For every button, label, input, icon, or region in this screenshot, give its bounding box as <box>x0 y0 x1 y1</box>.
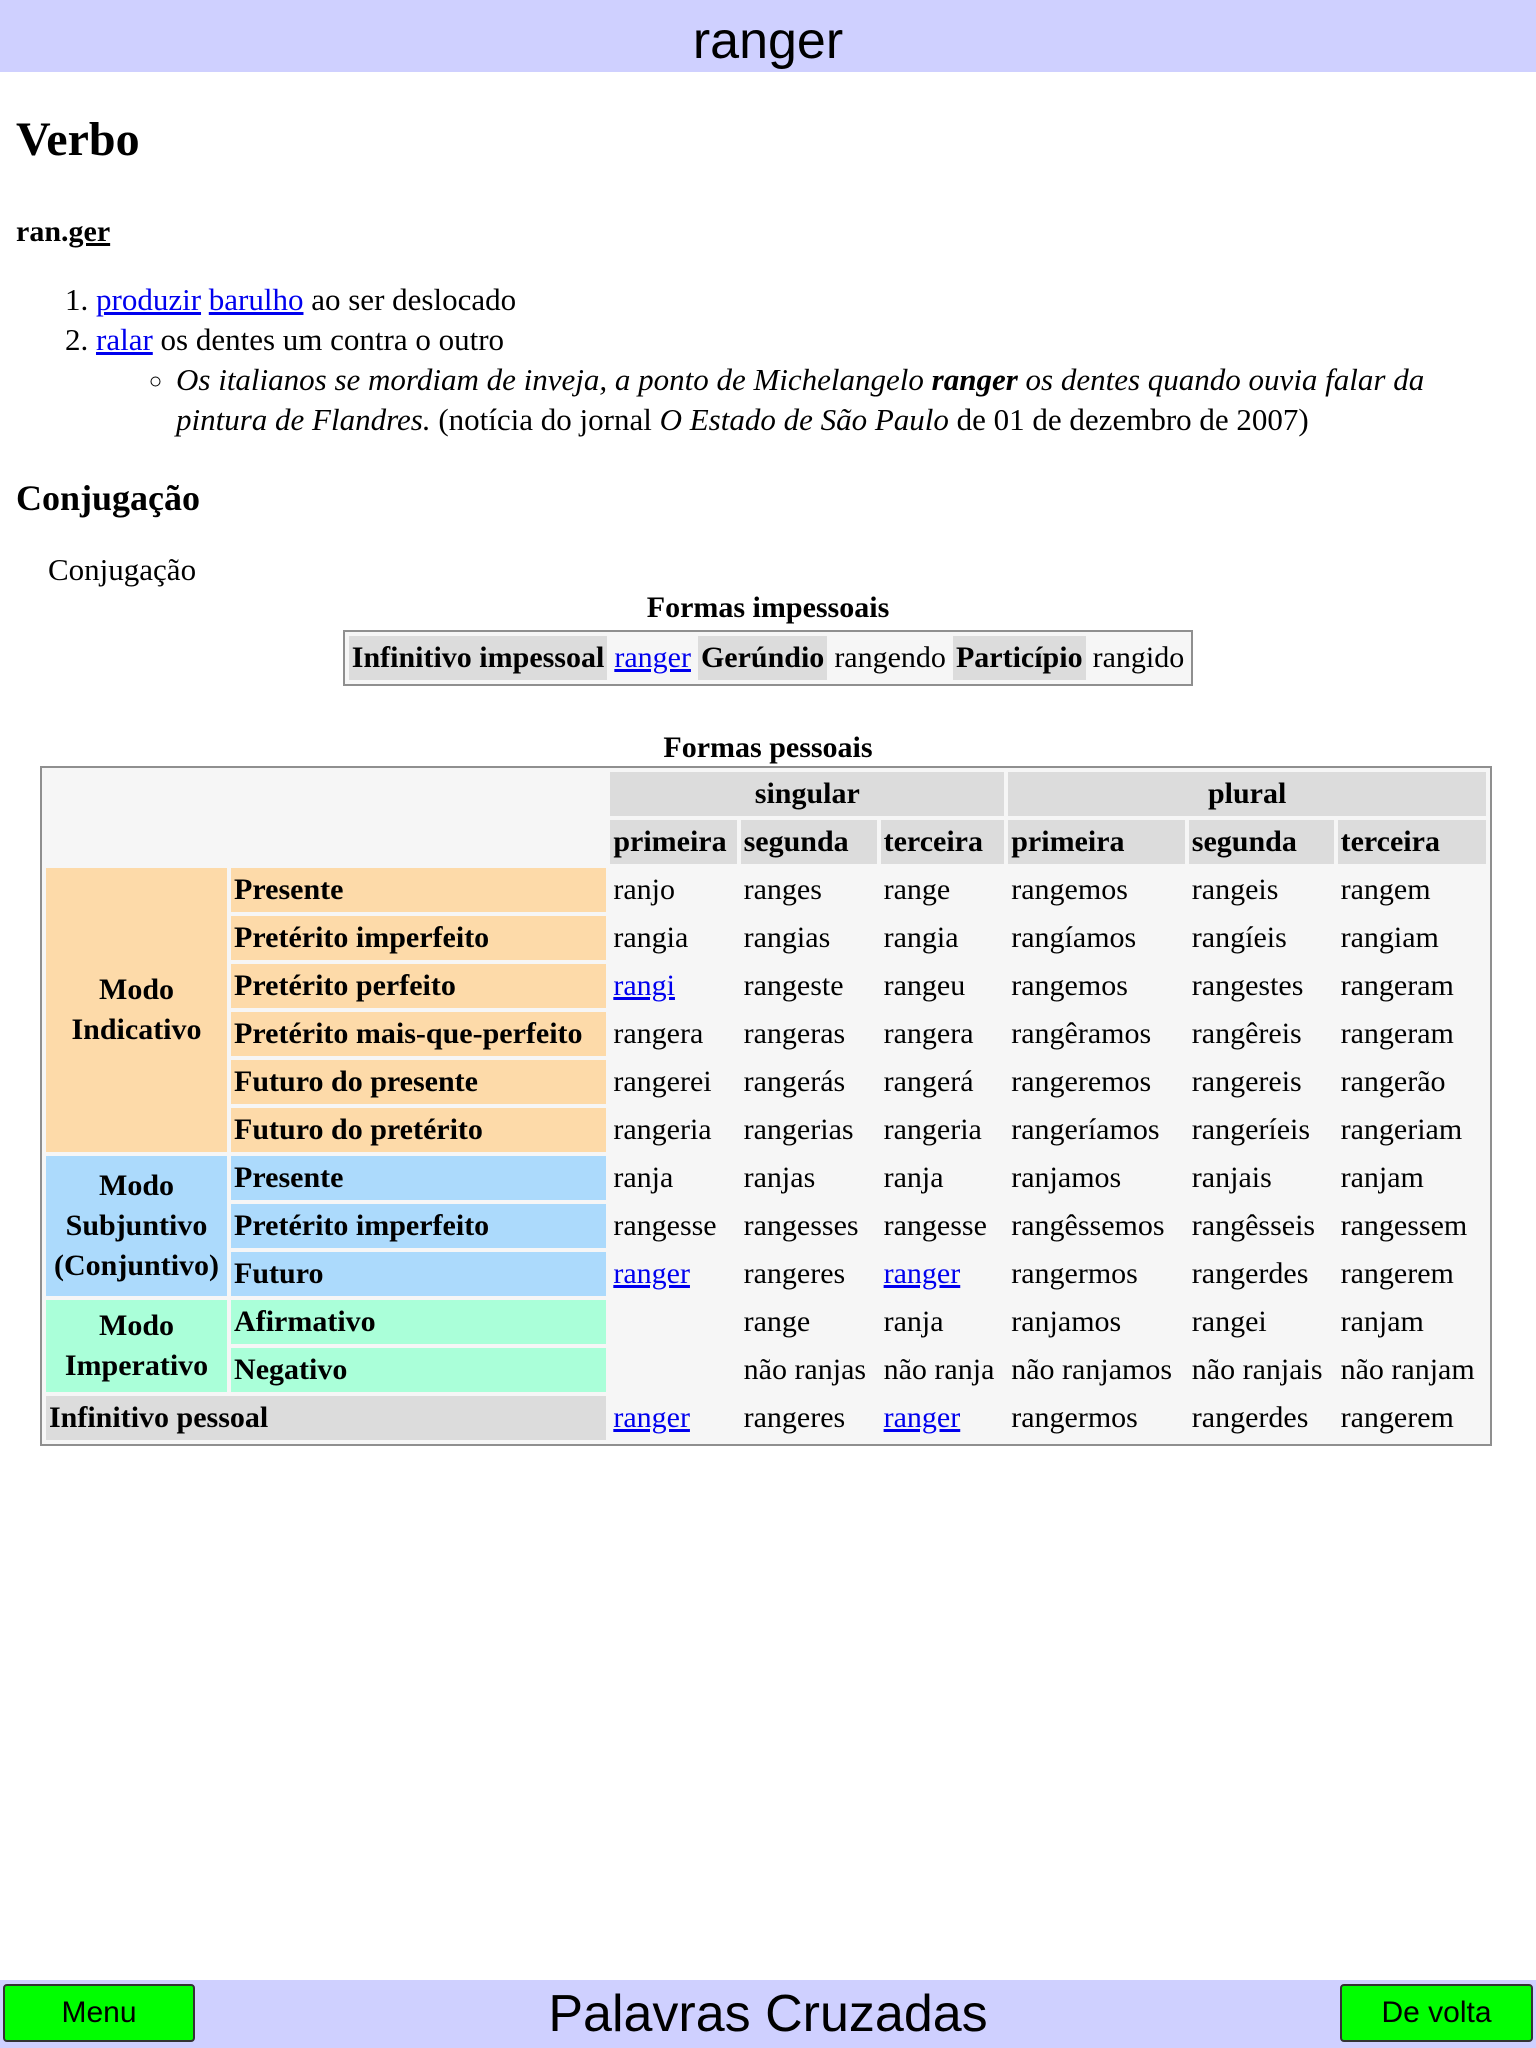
definition-item <box>96 280 1520 320</box>
table-row <box>46 1252 1486 1296</box>
tense-label: Futuro do pretérito <box>231 1108 606 1152</box>
form-cell: rangeremos <box>1011 1065 1152 1098</box>
example-source: (notícia do jornal <box>430 402 660 437</box>
mode-label: (Conjuntivo) <box>54 1249 220 1282</box>
form-cell: não ranjam <box>1340 1353 1475 1386</box>
form-link-ranger[interactable]: ranger <box>613 1401 690 1434</box>
form-cell: rangeste <box>743 969 844 1002</box>
form-cell: rangeis <box>1191 873 1279 906</box>
conjugation-label: Conjugação <box>48 552 197 587</box>
form-cell: ranjam <box>1340 1305 1424 1338</box>
page-title-bar <box>0 0 1536 72</box>
examples-list <box>96 360 1520 440</box>
form-cell: rangerem <box>1340 1257 1454 1290</box>
form-cell <box>610 1252 736 1296</box>
form-cell: ranjamos <box>1011 1161 1122 1194</box>
form-cell: ranja <box>883 1305 944 1338</box>
definitions-list <box>16 280 1520 440</box>
form-cell: rangia <box>613 921 689 954</box>
example-source: de 01 de dezembro de 2007) <box>948 402 1309 437</box>
form-cell: rangeras <box>743 1017 846 1050</box>
article-content <box>16 72 1520 1446</box>
link-produzir[interactable]: produzir <box>96 282 202 317</box>
form-cell: ranjo <box>613 873 675 906</box>
example-source-title: O Estado de São Paulo <box>659 402 949 437</box>
form-cell: rangeram <box>1340 969 1454 1002</box>
singular-header: singular <box>610 772 1004 816</box>
tense-label: Futuro do presente <box>231 1060 606 1104</box>
table-row <box>46 868 1486 912</box>
definition-text: os dentes um contra o outro <box>152 322 505 357</box>
tense-label: Pretérito imperfeito <box>231 916 606 960</box>
person-header: segunda <box>741 820 877 864</box>
form-cell: rangera <box>613 1017 704 1050</box>
personal-forms-caption: Formas pessoais <box>663 731 873 764</box>
person-header: terceira <box>1338 820 1486 864</box>
form-cell: rangeu <box>883 969 966 1002</box>
form-cell: range <box>743 1305 811 1338</box>
form-cell: não ranjais <box>1191 1353 1323 1386</box>
form-cell: não ranja <box>883 1353 995 1386</box>
bottom-bar <box>0 1980 1536 2048</box>
table-row <box>46 916 1486 960</box>
form-cell: rangia <box>883 921 959 954</box>
link-ralar[interactable]: ralar <box>96 322 153 357</box>
form-cell: rangêreis <box>1191 1017 1302 1050</box>
form-cell: rangesses <box>743 1209 859 1242</box>
form-cell: range <box>883 873 951 906</box>
mode-label: Modo <box>99 1169 175 1202</box>
mode-imperativo <box>46 1300 227 1392</box>
form-cell: rangêssemos <box>1011 1209 1165 1242</box>
form-cell <box>881 1252 1005 1296</box>
tense-label: Negativo <box>231 1348 606 1392</box>
conjugation-heading: Conjugação <box>16 478 201 518</box>
form-link-ranger[interactable]: ranger <box>883 1257 961 1290</box>
form-cell: não ranjamos <box>1011 1353 1173 1386</box>
form-cell: rangíamos <box>1011 921 1137 954</box>
form-cell <box>610 1396 736 1440</box>
form-cell: rangemos <box>1011 873 1128 906</box>
form-cell: rangeriam <box>1340 1113 1463 1146</box>
form-cell: rangesse <box>613 1209 717 1242</box>
form-cell: rangemos <box>1011 969 1128 1002</box>
gerund-value: rangendo <box>834 641 946 674</box>
table-row <box>46 1156 1486 1200</box>
form-cell: rangerão <box>1340 1065 1446 1098</box>
mode-label: Modo <box>99 1309 175 1342</box>
form-cell: rangeríamos <box>1011 1113 1160 1146</box>
back-button[interactable]: De volta <box>1340 1984 1533 2042</box>
part-of-speech-heading: Verbo <box>16 113 140 166</box>
definition-text: ao ser deslocado <box>303 282 517 317</box>
table-row <box>46 1012 1486 1056</box>
tense-label: Pretérito perfeito <box>231 964 606 1008</box>
example-text: Os italianos se mordiam de inveja, a ponto de Michelangelo <box>176 362 932 397</box>
form-cell: rangem <box>1340 873 1431 906</box>
person-header: primeira <box>610 820 736 864</box>
form-cell: rangesse <box>883 1209 987 1242</box>
impersonal-forms-caption: Formas impessoais <box>646 591 890 624</box>
mode-indicativo <box>46 868 227 1152</box>
form-cell: rangêsseis <box>1191 1209 1316 1242</box>
empty-corner <box>46 772 606 864</box>
form-cell: rangestes <box>1191 969 1304 1002</box>
infinitive-label: Infinitivo impessoal <box>349 636 608 680</box>
tense-label: Presente <box>231 868 606 912</box>
hyphenation-part-b-stressed: ger <box>68 215 111 248</box>
table-row <box>46 964 1486 1008</box>
form-cell: rangerias <box>743 1113 854 1146</box>
form-cell: ranges <box>743 873 822 906</box>
mode-subjuntivo <box>46 1156 227 1296</box>
form-cell <box>610 1348 736 1392</box>
form-cell: ranjas <box>743 1161 816 1194</box>
example-keyword: ranger <box>931 362 1018 397</box>
hyphenation <box>16 212 1520 252</box>
impersonal-forms-table <box>343 630 1193 686</box>
form-cell: rangei <box>1191 1305 1267 1338</box>
form-cell: ranja <box>613 1161 674 1194</box>
person-header: primeira <box>1008 820 1185 864</box>
mode-label: Imperativo <box>64 1349 209 1382</box>
personal-forms-table <box>40 766 1492 1446</box>
form-cell: rangermos <box>1011 1257 1138 1290</box>
form-cell: rangias <box>743 921 831 954</box>
person-header: terceira <box>881 820 1005 864</box>
form-cell: rangerei <box>613 1065 712 1098</box>
form-cell: ranja <box>883 1161 944 1194</box>
mode-label: Indicativo <box>71 1013 202 1046</box>
form-cell <box>881 1396 1005 1440</box>
infinitive-link[interactable]: ranger <box>614 641 691 674</box>
tense-label: Infinitivo pessoal <box>46 1396 606 1440</box>
form-cell: ranjamos <box>1011 1305 1122 1338</box>
form-cell: rangerdes <box>1191 1401 1309 1434</box>
tense-label: Presente <box>231 1156 606 1200</box>
table-row <box>46 1300 1486 1344</box>
form-link-rangi[interactable]: rangi <box>613 969 675 1002</box>
form-cell: rangeria <box>613 1113 712 1146</box>
example-text: os dentes quando ouvia falar da pintura de Flandres. <box>176 362 1425 437</box>
form-cell: rangêramos <box>1011 1017 1152 1050</box>
form-cell: rangíeis <box>1191 921 1287 954</box>
form-cell: rangera <box>883 1017 974 1050</box>
form-cell: rangiam <box>1340 921 1439 954</box>
form-cell: ranjam <box>1340 1161 1424 1194</box>
tense-label: Pretérito mais-que-perfeito <box>231 1012 606 1056</box>
gerund-label: Gerúndio <box>698 636 827 680</box>
app-title: Palavras Cruzadas <box>548 1985 988 2043</box>
plural-header: plural <box>1008 772 1486 816</box>
form-cell: rangerem <box>1340 1401 1454 1434</box>
mode-label: Modo <box>99 973 175 1006</box>
tense-label: Futuro <box>231 1252 606 1296</box>
form-cell: rangeria <box>883 1113 982 1146</box>
page-title: ranger <box>692 12 844 70</box>
person-header: segunda <box>1189 820 1334 864</box>
participle-value: rangido <box>1092 641 1185 674</box>
form-cell: rangermos <box>1011 1401 1138 1434</box>
tense-label: Pretérito imperfeito <box>231 1204 606 1248</box>
form-link-ranger[interactable]: ranger <box>883 1401 961 1434</box>
mode-label: Subjuntivo <box>65 1209 208 1242</box>
table-row <box>46 1348 1486 1392</box>
example-item <box>176 360 1520 440</box>
menu-button[interactable]: Menu <box>3 1984 195 2042</box>
tense-label: Afirmativo <box>231 1300 606 1344</box>
form-cell: rangeram <box>1340 1017 1454 1050</box>
table-row <box>46 1108 1486 1152</box>
form-cell <box>610 964 736 1008</box>
participle-label: Particípio <box>953 636 1086 680</box>
form-cell: rangeríeis <box>1191 1113 1311 1146</box>
form-cell: rangerás <box>743 1065 846 1098</box>
hyphenation-part-a: ran. <box>16 215 69 248</box>
form-cell: rangeres <box>743 1401 846 1434</box>
table-row <box>46 1060 1486 1104</box>
table-row <box>46 1396 1486 1440</box>
link-barulho[interactable]: barulho <box>208 282 304 317</box>
form-cell: não ranjas <box>743 1353 867 1386</box>
table-row <box>46 1204 1486 1248</box>
form-cell <box>610 1300 736 1344</box>
form-cell: rangessem <box>1340 1209 1468 1242</box>
form-cell: rangereis <box>1191 1065 1302 1098</box>
definition-item <box>96 320 1520 440</box>
form-cell: ranjais <box>1191 1161 1272 1194</box>
form-cell: rangerdes <box>1191 1257 1309 1290</box>
form-link-ranger[interactable]: ranger <box>613 1257 690 1290</box>
form-cell: rangeres <box>743 1257 846 1290</box>
form-cell: rangerá <box>883 1065 974 1098</box>
